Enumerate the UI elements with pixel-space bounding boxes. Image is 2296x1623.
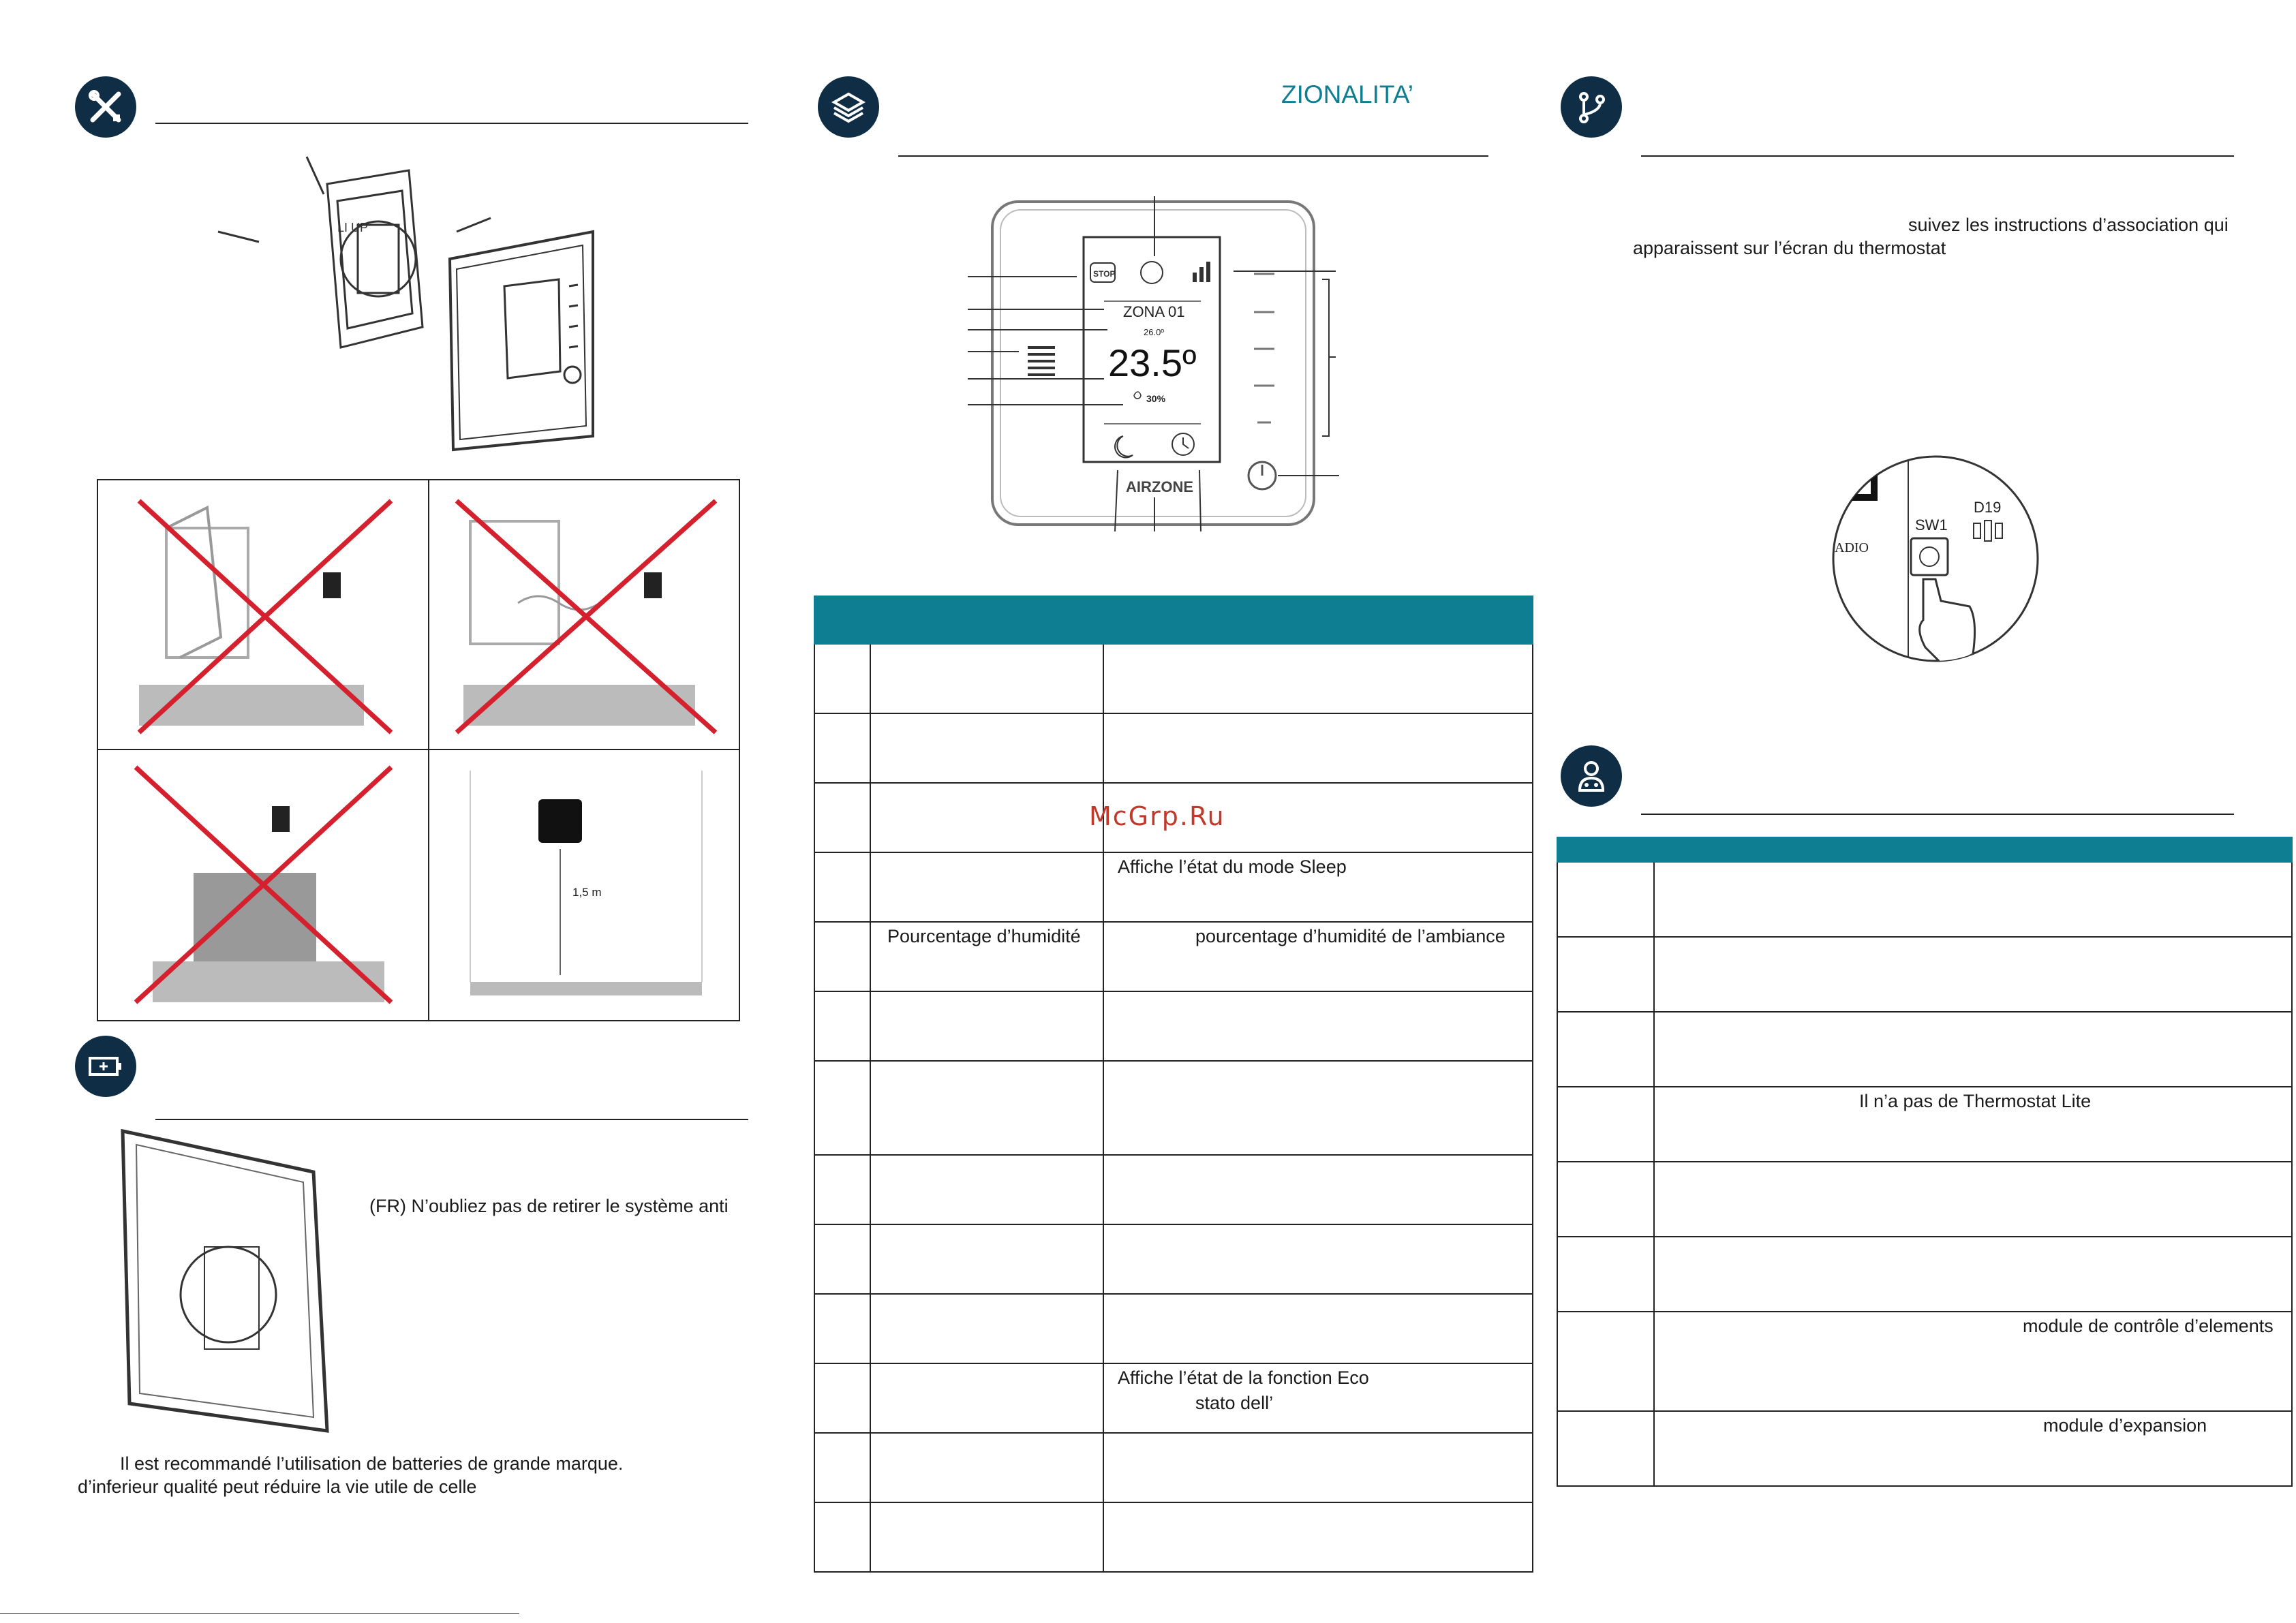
setpoint-label: 26.0º: [1144, 327, 1165, 337]
table-row: [1557, 1237, 2292, 1312]
sw1-label: SW1: [1915, 516, 1948, 534]
table-row: [814, 1155, 1533, 1224]
footer-rule: [0, 1613, 519, 1614]
tools-icon: [75, 76, 136, 138]
temperature-readout: 23.5º: [1108, 341, 1197, 384]
table-row: [814, 1433, 1533, 1502]
section-rule: [155, 123, 748, 124]
table-header-row: [1557, 837, 2292, 862]
functions-table: [814, 596, 1533, 1573]
table-row: [1557, 1012, 2292, 1087]
watermark: McGrp.Ru: [1089, 801, 1225, 831]
table-row: [1557, 862, 2292, 937]
battery-recommendation: Il est recommandé l’utilisation de batteries de grande marque.: [120, 1453, 624, 1474]
functions-title: ZIONALITA’: [1281, 80, 1413, 108]
radio-label: ADIO: [1835, 540, 1869, 555]
section-rule: [1641, 155, 2234, 157]
table-row: Pourcentage d’humidité pourcentage d’humidité de l’ambiance: [814, 922, 1533, 991]
placement-grid: [97, 479, 740, 1021]
table-header-row: [814, 596, 1533, 644]
draught-wrong-illustration: [429, 480, 739, 749]
association-instructions: suivez les instructions d’association qui: [1908, 215, 2229, 235]
thermostat-diagram: [954, 191, 1363, 545]
table-row: [814, 644, 1533, 713]
branch-icon: [1561, 76, 1622, 138]
table-row: Affiche l’état de la fonction Eco stato dell’: [814, 1363, 1533, 1433]
stop-label: STOP: [1093, 269, 1116, 279]
table-row: [814, 1502, 1533, 1572]
table-row: Affiche l’état du mode Sleep: [814, 852, 1533, 922]
battery-note: (FR) N’oubliez pas de retirer le système anti: [369, 1196, 729, 1216]
section-rule: [1641, 814, 2234, 815]
board-closeup: [1826, 450, 2045, 695]
drawing-label: LI UP: [337, 221, 369, 234]
window-wrong-illustration: [98, 480, 428, 749]
table-row: Il n’a pas de Thermostat Lite: [1557, 1087, 2292, 1162]
humidity-readout: 30%: [1146, 393, 1166, 404]
battery-icon: [75, 1036, 136, 1097]
zone-label: ZONA 01: [1123, 303, 1185, 320]
table-row: [814, 1061, 1533, 1155]
table-row: module d’expansion: [1557, 1411, 2292, 1486]
d19-label: D19: [1974, 499, 2002, 516]
table-row: [1557, 937, 2292, 1012]
table-row: [814, 1294, 1533, 1363]
table-row: [814, 1224, 1533, 1294]
brand-logo: AIRZONE: [1126, 478, 1193, 495]
battery-compartment-drawing: [109, 1117, 341, 1444]
table-row: [1557, 1162, 2292, 1237]
table-row: [814, 713, 1533, 783]
table-row: module de contrôle d’elements: [1557, 1312, 2292, 1411]
troubleshooting-table: [1557, 837, 2293, 1487]
battery-quality-note: d’inferieur qualité peut réduire la vie utile de celle: [78, 1477, 477, 1497]
section-rule: [898, 155, 1488, 157]
technician-icon: [1561, 745, 1622, 807]
height-label: 1,5 m: [572, 886, 602, 899]
radiator-wrong-illustration: [98, 750, 428, 1019]
mounting-drawing: [204, 143, 613, 463]
table-row: [814, 991, 1533, 1061]
layers-icon: [818, 76, 879, 138]
association-instructions-cont: apparaissent sur l’écran du thermostat: [1633, 238, 1946, 258]
